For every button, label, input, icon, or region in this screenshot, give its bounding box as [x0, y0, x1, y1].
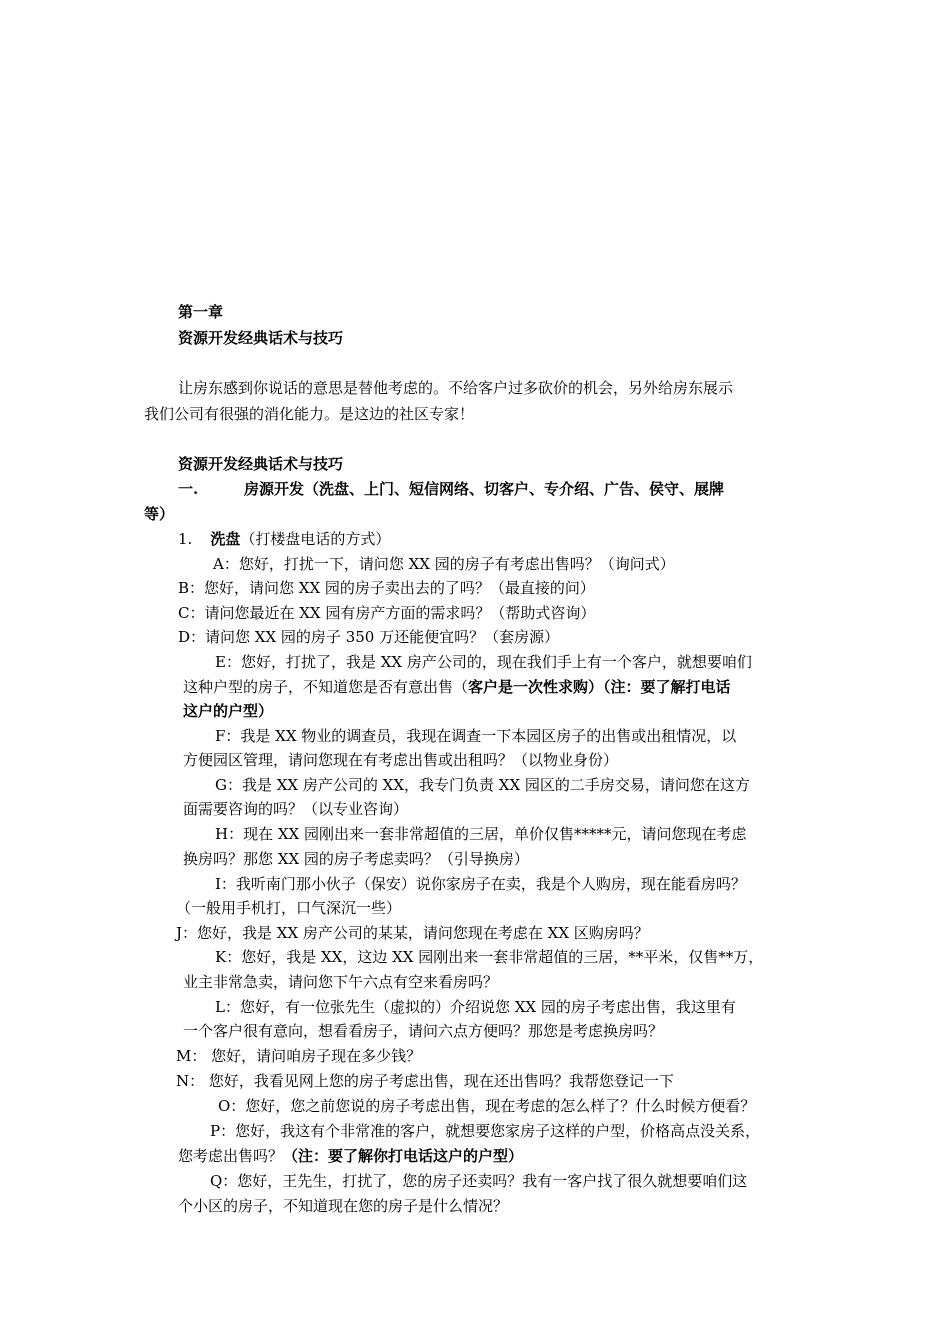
script-line-p2	[178, 1147, 523, 1165]
script-line-l2: 一个客户很有意向，想看看房子，请问六点方便吗？那您是考虑换房吗？	[183, 1022, 664, 1040]
item1-text: 房源开发（洗盘、上门、短信网络、切客户、专介绍、广告、侯守、展牌	[244, 480, 725, 498]
script-line-e2	[183, 678, 731, 696]
section-title: 资源开发经典话术与技巧	[178, 455, 344, 473]
sub1-heading	[178, 530, 390, 548]
chapter-title: 资源开发经典话术与技巧	[178, 329, 344, 347]
script-line-j: J：您好，我是 XX 房产公司的某某，请问您现在考虑在 XX 区购房吗？	[176, 924, 649, 942]
script-line-e2-note: 客户是一次性求购）（注：要了解打电话	[468, 678, 731, 696]
script-line-f1: F：我是 XX 物业的调查员，我现在调查一下本园区房子的出售或出租情况，以	[215, 727, 737, 745]
script-line-g2: 面需要咨询的吗？（以专业咨询）	[183, 800, 409, 818]
sub1-rest: （打楼盘电话的方式）	[240, 530, 391, 548]
script-line-c: C：请问您最近在 XX 园有房产方面的需求吗？（帮助式咨询）	[178, 604, 596, 622]
sub1-number: 1.	[178, 530, 193, 548]
chapter-heading: 第一章	[178, 303, 224, 321]
script-line-k2: 业主非常急卖，请问您下午六点有空来看房吗？	[183, 973, 499, 991]
script-line-g1: G：我是 XX 房产公司的 XX，我专门负责 XX 园区的二手房交易，请问您在这方	[215, 776, 750, 794]
script-line-p1: P：您好，我这有个非常准的客户，就想要您家房子这样的户型，价格高点没关系，	[210, 1122, 761, 1140]
script-line-f2: 方便园区管理，请问您现在有考虑出售或出租吗？（以物业身份）	[183, 751, 619, 769]
intro-line-1: 让房东感到你说话的意思是替他考虑的。不给客户过多砍价的机会，另外给房东展示	[178, 379, 734, 397]
script-line-e2-text: 这种户型的房子，不知道您是否有意出售（	[183, 678, 469, 696]
item1-number: 一.	[178, 480, 199, 498]
script-line-i1: I：我听南门那小伙子（保安）说你家房子在卖，我是个人购房，现在能看房吗？	[215, 875, 746, 893]
script-line-h2: 换房吗？那您 XX 园的房子考虑卖吗？（引导换房）	[183, 850, 529, 868]
script-line-n: N： 您好，我看见网上您的房子考虑出售，现在还出售吗？我帮您登记一下	[176, 1072, 674, 1090]
script-line-p2-text: 您考虑出售吗？	[178, 1147, 284, 1165]
item1-continuation: 等）	[144, 505, 175, 523]
script-line-e3: 这户的户型）	[183, 702, 274, 720]
script-line-o: O：您好，您之前您说的房子考虑出售，现在考虑的怎么样了？什么时候方便看？	[218, 1097, 756, 1115]
script-line-h1: H：现在 XX 园刚出来一套非常超值的三居，单价仅售*****元，请问您现在考虑	[215, 825, 747, 843]
script-line-k1: K：您好，我是 XX，这边 XX 园刚出来一套非常超值的三居，**平米，仅售**万，	[215, 948, 764, 966]
script-line-p2-note: （注：要了解你打电话这户的户型）	[283, 1147, 524, 1165]
script-line-q2: 个小区的房子，不知道现在您的房子是什么情况？	[178, 1197, 509, 1215]
script-line-l1: L：您好，有一位张先生（虚拟的）介绍说您 XX 园的房子考虑出售，我这里有	[215, 998, 736, 1016]
script-line-d: D：请问您 XX 园的房子 350 万还能便宜吗？（套房源）	[178, 628, 560, 646]
script-line-q1: Q：您好，王先生，打扰了，您的房子还卖吗？我有一客户找了很久就想要咱们这	[210, 1172, 748, 1190]
script-line-b: B：您好，请问您 XX 园的房子卖出去的了吗？（最直接的问）	[178, 579, 595, 597]
intro-line-2: 我们公司有很强的消化能力。是这边的社区专家！	[144, 405, 475, 423]
sub1-bold: 洗盘	[210, 530, 241, 548]
script-line-e1: E：您好，打扰了，我是 XX 房产公司的，现在我们手上有一个客户，就想要咱们	[215, 653, 752, 671]
script-line-a: A：您好，打扰一下，请问您 XX 园的房子有考虑出售吗？（询问式）	[213, 555, 675, 573]
script-line-i2: （一般用手机打，口气深沉一些）	[176, 899, 402, 917]
script-line-m: M： 您好，请问咱房子现在多少钱？	[176, 1047, 422, 1065]
